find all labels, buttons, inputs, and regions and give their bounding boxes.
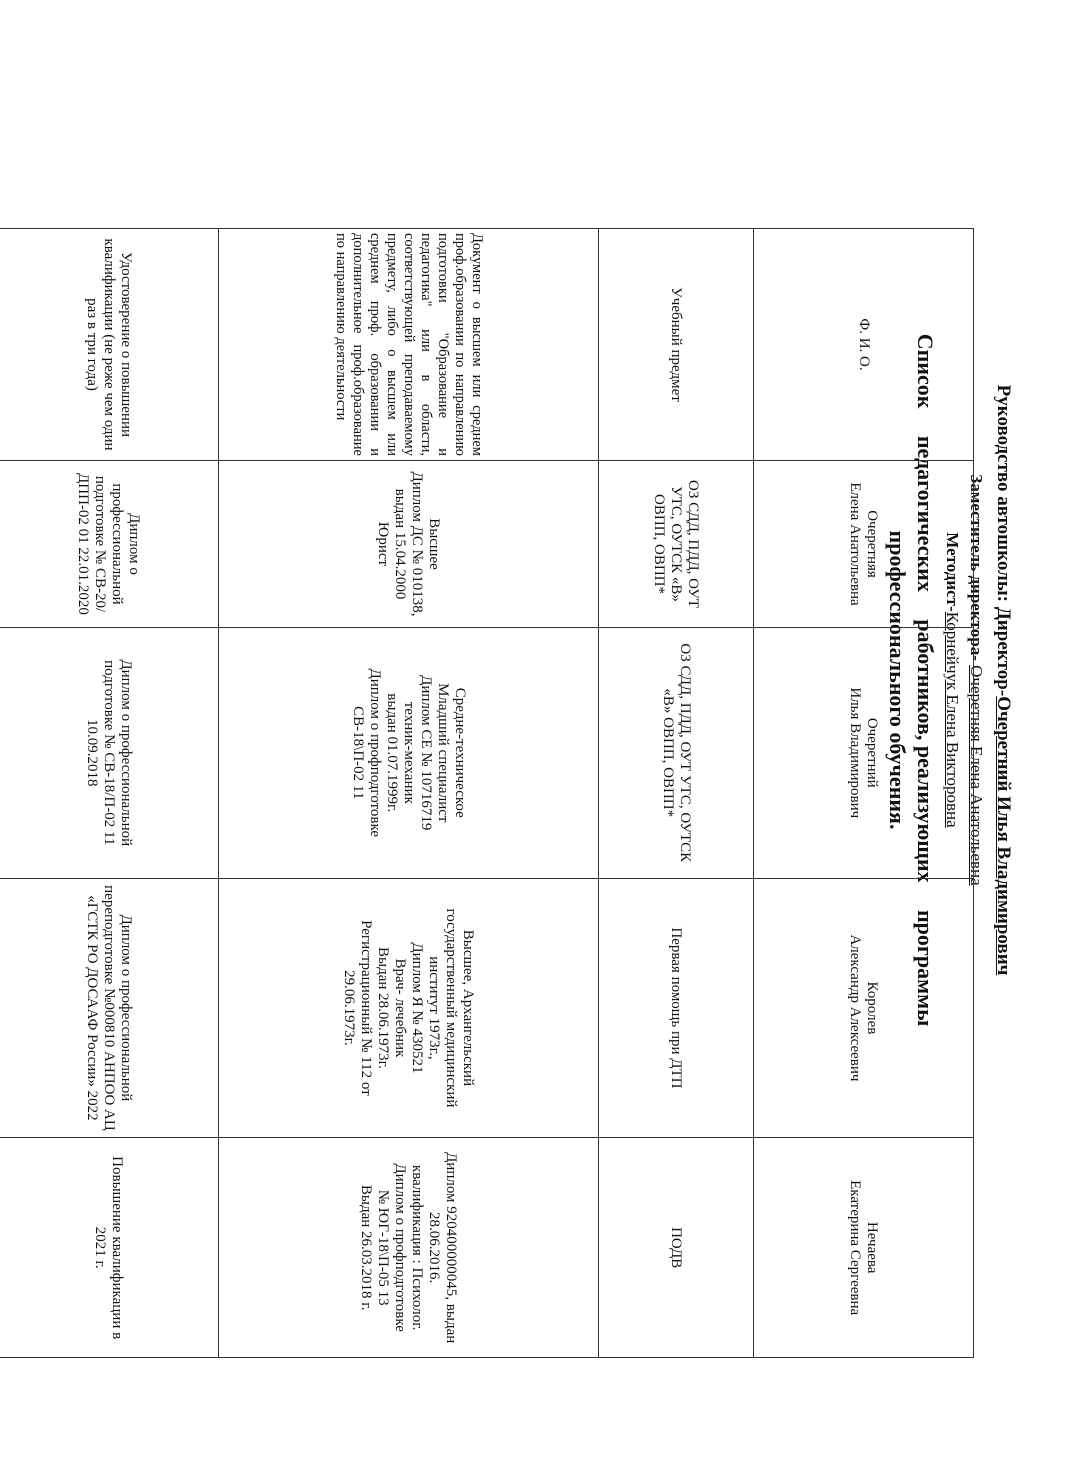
table-row-subject bbox=[599, 229, 754, 1358]
column-header-name: Ф. И. О. bbox=[754, 229, 974, 461]
table-row-qualification bbox=[0, 229, 219, 1358]
methodist-name: Корнейчук Елена Викторовна bbox=[943, 611, 962, 828]
table-row-name bbox=[754, 229, 974, 1358]
table-row-education bbox=[219, 229, 599, 1358]
cell-name-3: Королев Александр Алексеевич bbox=[754, 878, 974, 1138]
cell-qualification-3: Диплом о профессиональной переподготовке №000810 АНПОО АЦ «ГСТК РО ДОСААФ России» 2022 bbox=[0, 878, 219, 1138]
deputy-label: Заместитель директора- bbox=[967, 474, 986, 666]
document-title: Список педагогических работников, реализующих программы bbox=[913, 333, 938, 1027]
cell-qualification-2: Диплом о профессиональной подготовке № СВ-18/П-02 11 10.09.2018 bbox=[0, 628, 219, 879]
cell-education-4: Диплом 920400000045, выдан 28.06.2016. квалификация : Психолог. Диплом о профподготовке № ЮГ-18\П-05 13 Выдан 26.03.2018 г. bbox=[219, 1138, 599, 1358]
cell-subject-1: ОЗ СДД, ПДД, ОУТ УТС, ОУТСК «В» ОВПП, ОВПП* bbox=[599, 460, 754, 627]
management-line bbox=[992, 0, 1014, 1360]
column-header-education: Документ о высшем или среднем проф.образовании по направлению подготовки "Образование и педагогика" или в области, соответствующей преподаваемому предмету, либо о высшем или среднем проф. образовании и дополнительное проф.образование по направлению деятельности bbox=[219, 229, 599, 461]
cell-education-2: Средне-техническое Младший специалист Диплом СЕ № 10716719 техник-механик выдан 01.07.1999г. Диплом о профподготовке СВ-18\П-02 11 bbox=[219, 628, 599, 879]
column-header-subject: Учебный предмет bbox=[599, 229, 754, 461]
column-header-qualification: Удостоверение о повышении квалификации (не реже чем один раз в три года) bbox=[0, 229, 219, 461]
cell-subject-2: ОЗ СДД, ПДД, ОУТ УТС, ОУТСК «В» ОВПП, ОВПП* bbox=[599, 628, 754, 879]
cell-education-3: Высшее, Архангельский государственный медицинский институт 1973г., Диплом Я № 430521 Врач- лечебник Выдан 28.06.1973г. Регистрационный № 112 от 29.06.1973г. bbox=[219, 878, 599, 1138]
cell-name-2: Очеретний Илья Владимирович bbox=[754, 628, 974, 879]
director-name: Очеретний Илья Владимирович bbox=[993, 696, 1014, 976]
cell-name-4: Нечаева Екатерина Сергеевна bbox=[754, 1138, 974, 1358]
cell-qualification-4: Повышение квалификации в 2021 г. bbox=[0, 1138, 219, 1358]
cell-subject-3: Первая помощь при ДТП bbox=[599, 878, 754, 1138]
deputy-name: Очеретняя Елена Анатольевна bbox=[967, 665, 986, 886]
director-label: Руководство автошколы: Директор- bbox=[993, 384, 1014, 697]
cell-subject-4: ПОДВ bbox=[599, 1138, 754, 1358]
cell-name-1: Очеретняя Елена Анатольевна bbox=[754, 460, 974, 627]
cell-education-1: Высшее Диплом ДС № 010138, выдан 15.04.2000 Юрист bbox=[219, 460, 599, 627]
cell-qualification-1: Диплом о профессиональной подготовке № СВ-20/ДПП-02 01 22.01.2020 bbox=[0, 460, 219, 627]
document-title-cont: профессионального обучения. bbox=[885, 530, 910, 830]
methodist-label: Методист- bbox=[943, 532, 962, 612]
staff-table bbox=[0, 228, 974, 1358]
